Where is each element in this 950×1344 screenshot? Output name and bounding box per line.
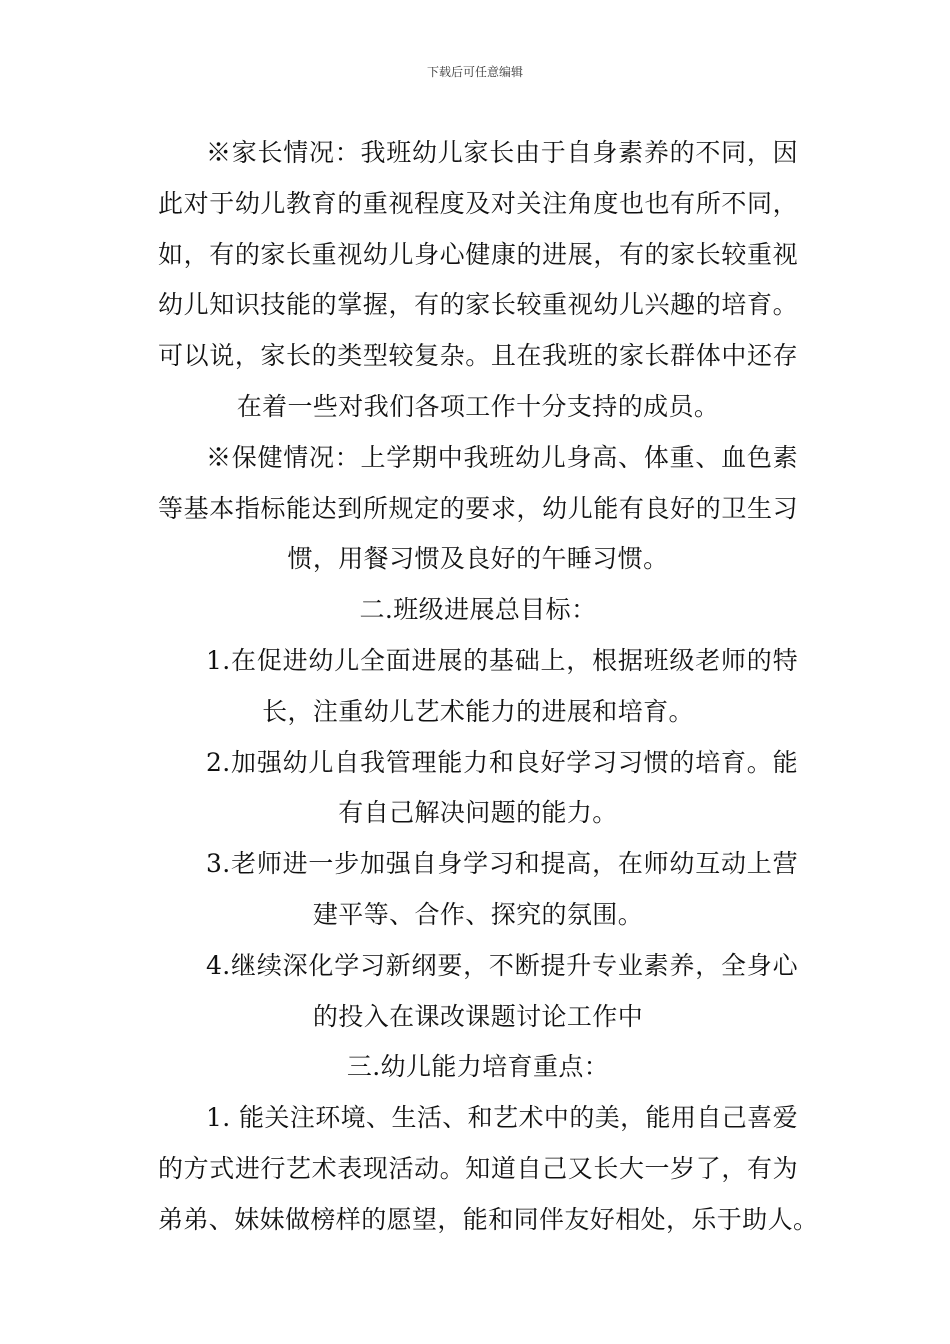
list-item-line: 4.继续深化学习新纲要，不断提升专业素养，全身心: [206, 950, 798, 980]
list-item-line: 建平等、合作、探究的氛围。: [312, 899, 644, 929]
paragraph-line: ※家长情况：我班幼儿家长由于自身素养的不同，因: [206, 138, 798, 167]
paragraph-line: 此对于幼儿教育的重视程度及对关注角度也也有所不同，: [158, 188, 798, 218]
list-item-line: 2.加强幼儿自我管理能力和良好学习习惯的培育。能: [206, 747, 798, 777]
list-item-line: 长，注重幼儿艺术能力的进展和培育。: [262, 696, 694, 726]
paragraph-line: 如，有的家长重视幼儿身心健康的进展，有的家长较重视: [158, 239, 798, 269]
list-item-line: 3.老师进一步加强自身学习和提高，在师幼互动上营: [206, 849, 798, 879]
document-body: [158, 128, 819, 1246]
paragraph-line: 可以说，家长的类型较复杂。且在我班的家长群体中还存: [158, 341, 798, 371]
list-item-line: 1.在促进幼儿全面进展的基础上，根据班级老师的特: [206, 645, 798, 675]
paragraph-line: ※保健情况：上学期中我班幼儿身高、体重、血色素: [206, 442, 798, 472]
list-item-line: 的方式进行艺术表现活动。知道自己又长大一岁了，有为: [158, 1153, 798, 1183]
list-item-line: 1. 能关注环境、生活、和艺术中的美，能用自己喜爱: [206, 1103, 798, 1133]
paragraph-line: 幼儿知识技能的掌握，有的家长较重视幼儿兴趣的培育。: [158, 290, 798, 320]
paragraph-line: 等基本指标能达到所规定的要求，幼儿能有良好的卫生习: [158, 493, 798, 523]
section-heading: 二.班级进展总目标：: [359, 595, 597, 625]
section-heading: 三.幼儿能力培育重点：: [346, 1052, 610, 1082]
paragraph-line: 在着一些对我们各项工作十分支持的成员。: [236, 391, 720, 421]
paragraph-line: 惯，用餐习惯及良好的午睡习惯。: [287, 544, 669, 574]
list-item-line: 的投入在课改课题讨论工作中: [312, 1001, 644, 1031]
page-header-note: 下载后可任意编辑: [426, 65, 523, 79]
list-item-line: 有自己解决问题的能力。: [338, 798, 618, 828]
list-item-line: 弟弟、妹妹做榜样的愿望，能和同伴友好相处，乐于助人。: [158, 1204, 819, 1234]
